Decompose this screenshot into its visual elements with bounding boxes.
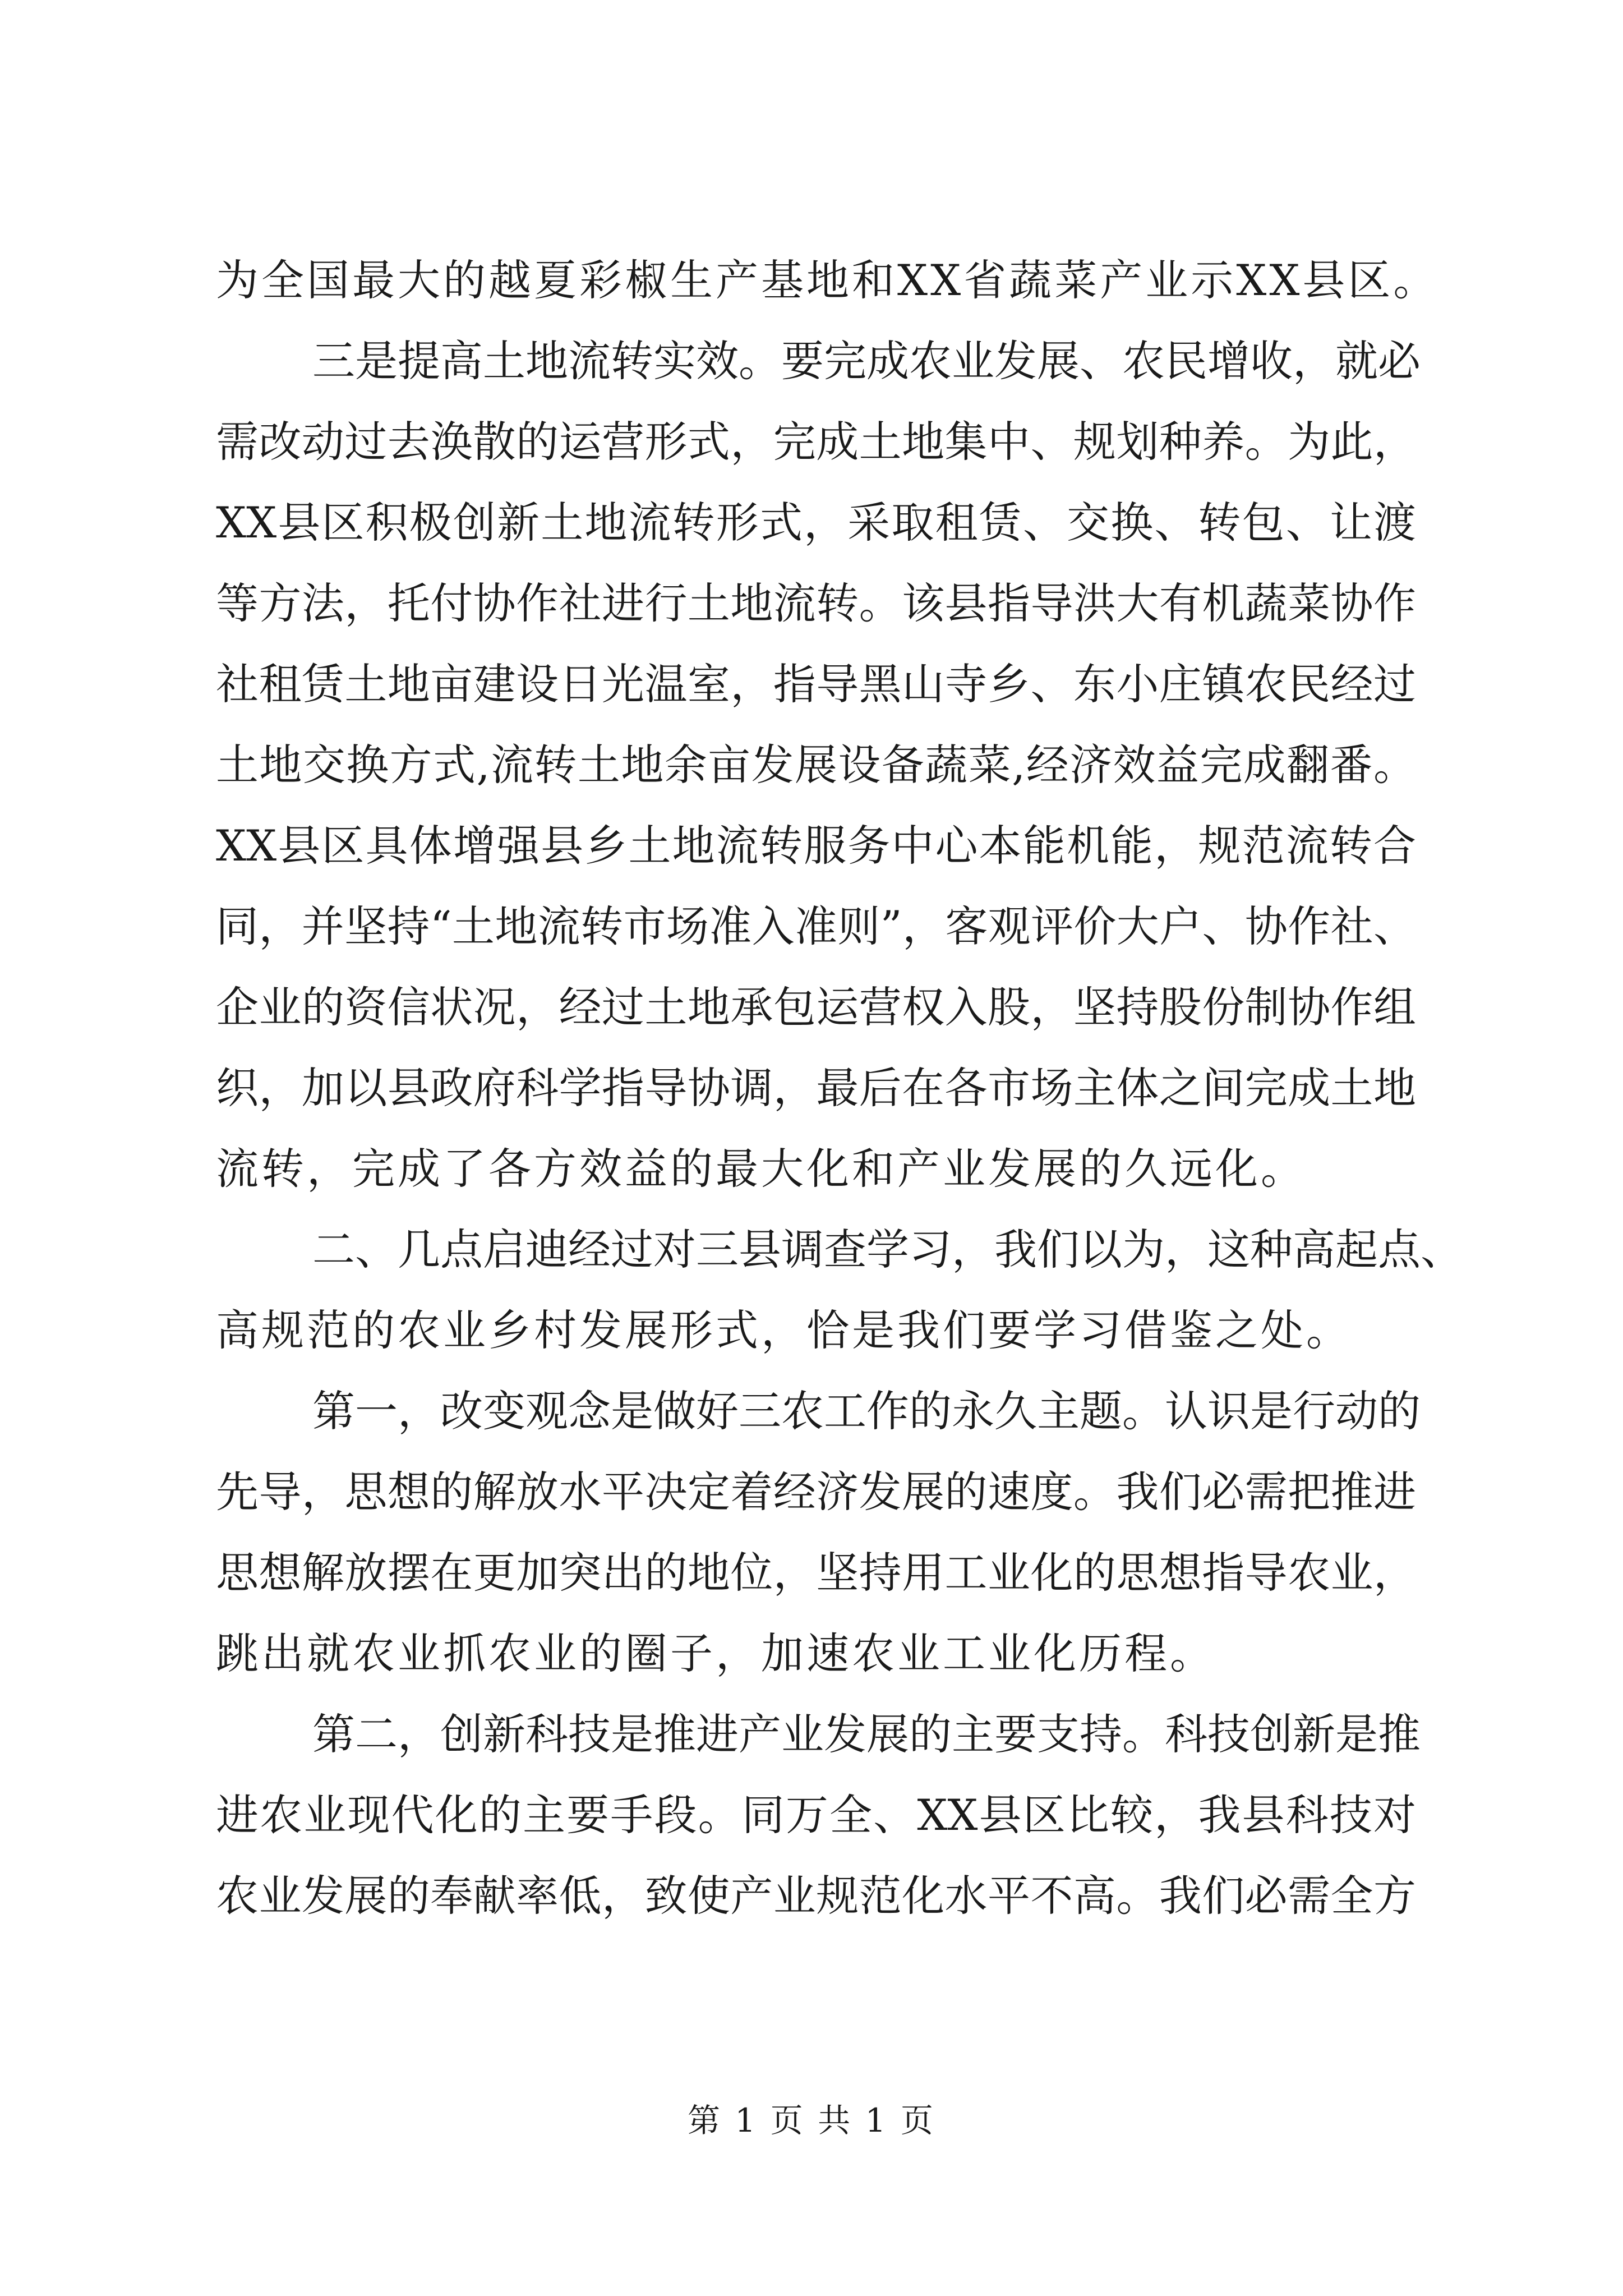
text-line: 为全国最大的越夏彩椒生产基地和XX省蔬菜产业示XX县区。 [216,255,1439,305]
page-footer [0,2098,1623,2143]
text-line: 高规范的农业乡村发展形式，恰是我们要学习借鉴之处。 [216,1305,1352,1355]
page-number: 第 1 页 共 1 页 [688,2101,935,2139]
document-body [216,240,1463,1936]
text-line: 二、几点启迪经过对三县调查学习，我们以为，这种高起点、 [312,1225,1463,1274]
text-line: 思想解放摆在更加突出的地位，坚持用工业化的思想指导农业， [216,1548,1416,1598]
text-line: 第二，创新科技是推进产业发展的主要支持。科技创新是推 [312,1709,1421,1759]
text-line: 进农业现代化的主要手段。同万全、XX县区比较，我县科技对 [216,1790,1416,1840]
text-line: 农业发展的奉献率低，致使产业规范化水平不高。我们必需全方 [216,1871,1416,1921]
text-line: 同，并坚持“土地流转市场准入准则”，客观评价大户、协作社、 [216,901,1416,951]
text-line: 跳出就农业抓农业的圈子，加速农业工业化历程。 [216,1628,1215,1678]
text-line: 社租赁土地亩建设日光温室，指导黑山寺乡、东小庄镇农民经过 [216,659,1416,709]
text-line: 第一，改变观念是做好三农工作的永久主题。认识是行动的 [312,1386,1421,1436]
text-line: XX县区积极创新土地流转形式，采取租赁、交换、转包、让渡 [216,498,1416,547]
text-line: XX县区具体增强县乡土地流转服务中心本能机能，规范流转合 [216,821,1416,871]
text-line: 土地交换方式,流转土地余亩发展设备蔬菜,经济效益完成翻番。 [216,740,1416,790]
text-line: 先导，思想的解放水平决定着经济发展的速度。我们必需把推进 [216,1467,1416,1517]
text-line: 流转，完成了各方效益的最大化和产业发展的久远化。 [216,1144,1306,1194]
text-line: 等方法，托付协作社进行土地流转。该县指导洪大有机蔬菜协作 [216,578,1416,628]
text-line: 企业的资信状况，经过土地承包运营权入股，坚持股份制协作组 [216,982,1416,1032]
text-line: 织，加以县政府科学指导协调，最后在各市场主体之间完成土地 [216,1063,1416,1113]
text-line: 需改动过去涣散的运营形式，完成土地集中、规划种养。为此， [216,417,1416,467]
text-line: 三是提高土地流转实效。要完成农业发展、农民增收，就必 [312,336,1421,386]
